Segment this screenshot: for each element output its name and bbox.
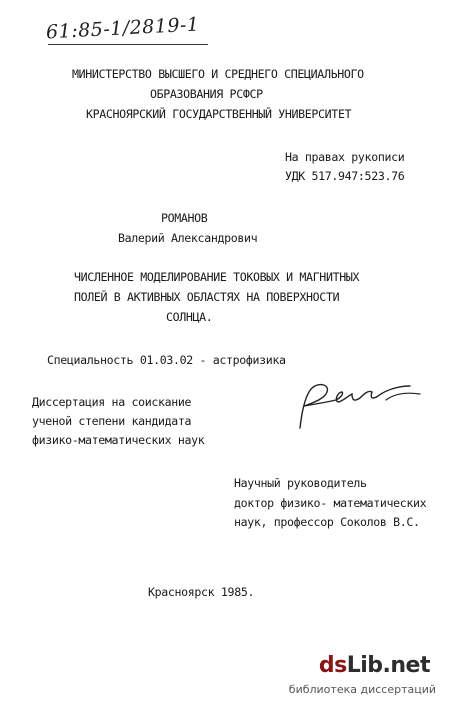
signature-image: [282, 380, 432, 440]
watermark-subtitle: библиотека диссертаций: [288, 683, 436, 696]
archive-number-underline: [48, 44, 208, 45]
place-and-year: Красноярск 1985.: [148, 585, 255, 599]
dissertation-title-line-3: СОЛНЦА.: [166, 310, 213, 324]
watermark-stamp: [254, 653, 444, 701]
specialty: Специальность 01.03.02 - астрофизика: [47, 353, 286, 367]
watermark-logo: [319, 653, 430, 678]
degree-line-3: физико-математических наук: [32, 433, 205, 447]
ministry-line: МИНИСТЕРСТВО ВЫСШЕГО И СРЕДНЕГО СПЕЦИАЛЬНОГО: [72, 67, 364, 81]
archive-number-handwritten: 61:85-1/2819-1: [45, 13, 201, 44]
degree-line-1: Диссертация на соискание: [32, 395, 192, 409]
advisor-line-3: наук, профессор Соколов В.С.: [234, 515, 420, 529]
manuscript-rights-note: На правах рукописи: [285, 150, 405, 164]
dissertation-title-line-2: ПОЛЕЙ В АКТИВНЫХ ОБЛАСТЯХ НА ПОВЕРХНОСТИ: [74, 290, 340, 304]
ministry-line-2: ОБРАЗОВАНИЯ РСФСР: [150, 87, 263, 101]
author-surname: РОМАНОВ: [161, 211, 208, 225]
udc-code: УДК 517.947:523.76: [285, 169, 405, 183]
author-given-names: Валерий Александрович: [118, 231, 258, 245]
advisor-line-1: Научный руководитель: [234, 476, 367, 490]
degree-line-2: ученой степени кандидата: [32, 414, 192, 428]
watermark-logo-part-1: ds: [318, 653, 347, 678]
advisor-line-2: доктор физико- математических: [234, 496, 427, 510]
university-name: КРАСНОЯРСКИЙ ГОСУДАРСТВЕННЫЙ УНИВЕРСИТЕТ: [86, 107, 352, 121]
dissertation-title-line-1: ЧИСЛЕННОЕ МОДЕЛИРОВАНИЕ ТОКОВЫХ И МАГНИТНЫХ: [74, 270, 360, 284]
watermark-logo-part-2: Lib.net: [346, 653, 430, 678]
